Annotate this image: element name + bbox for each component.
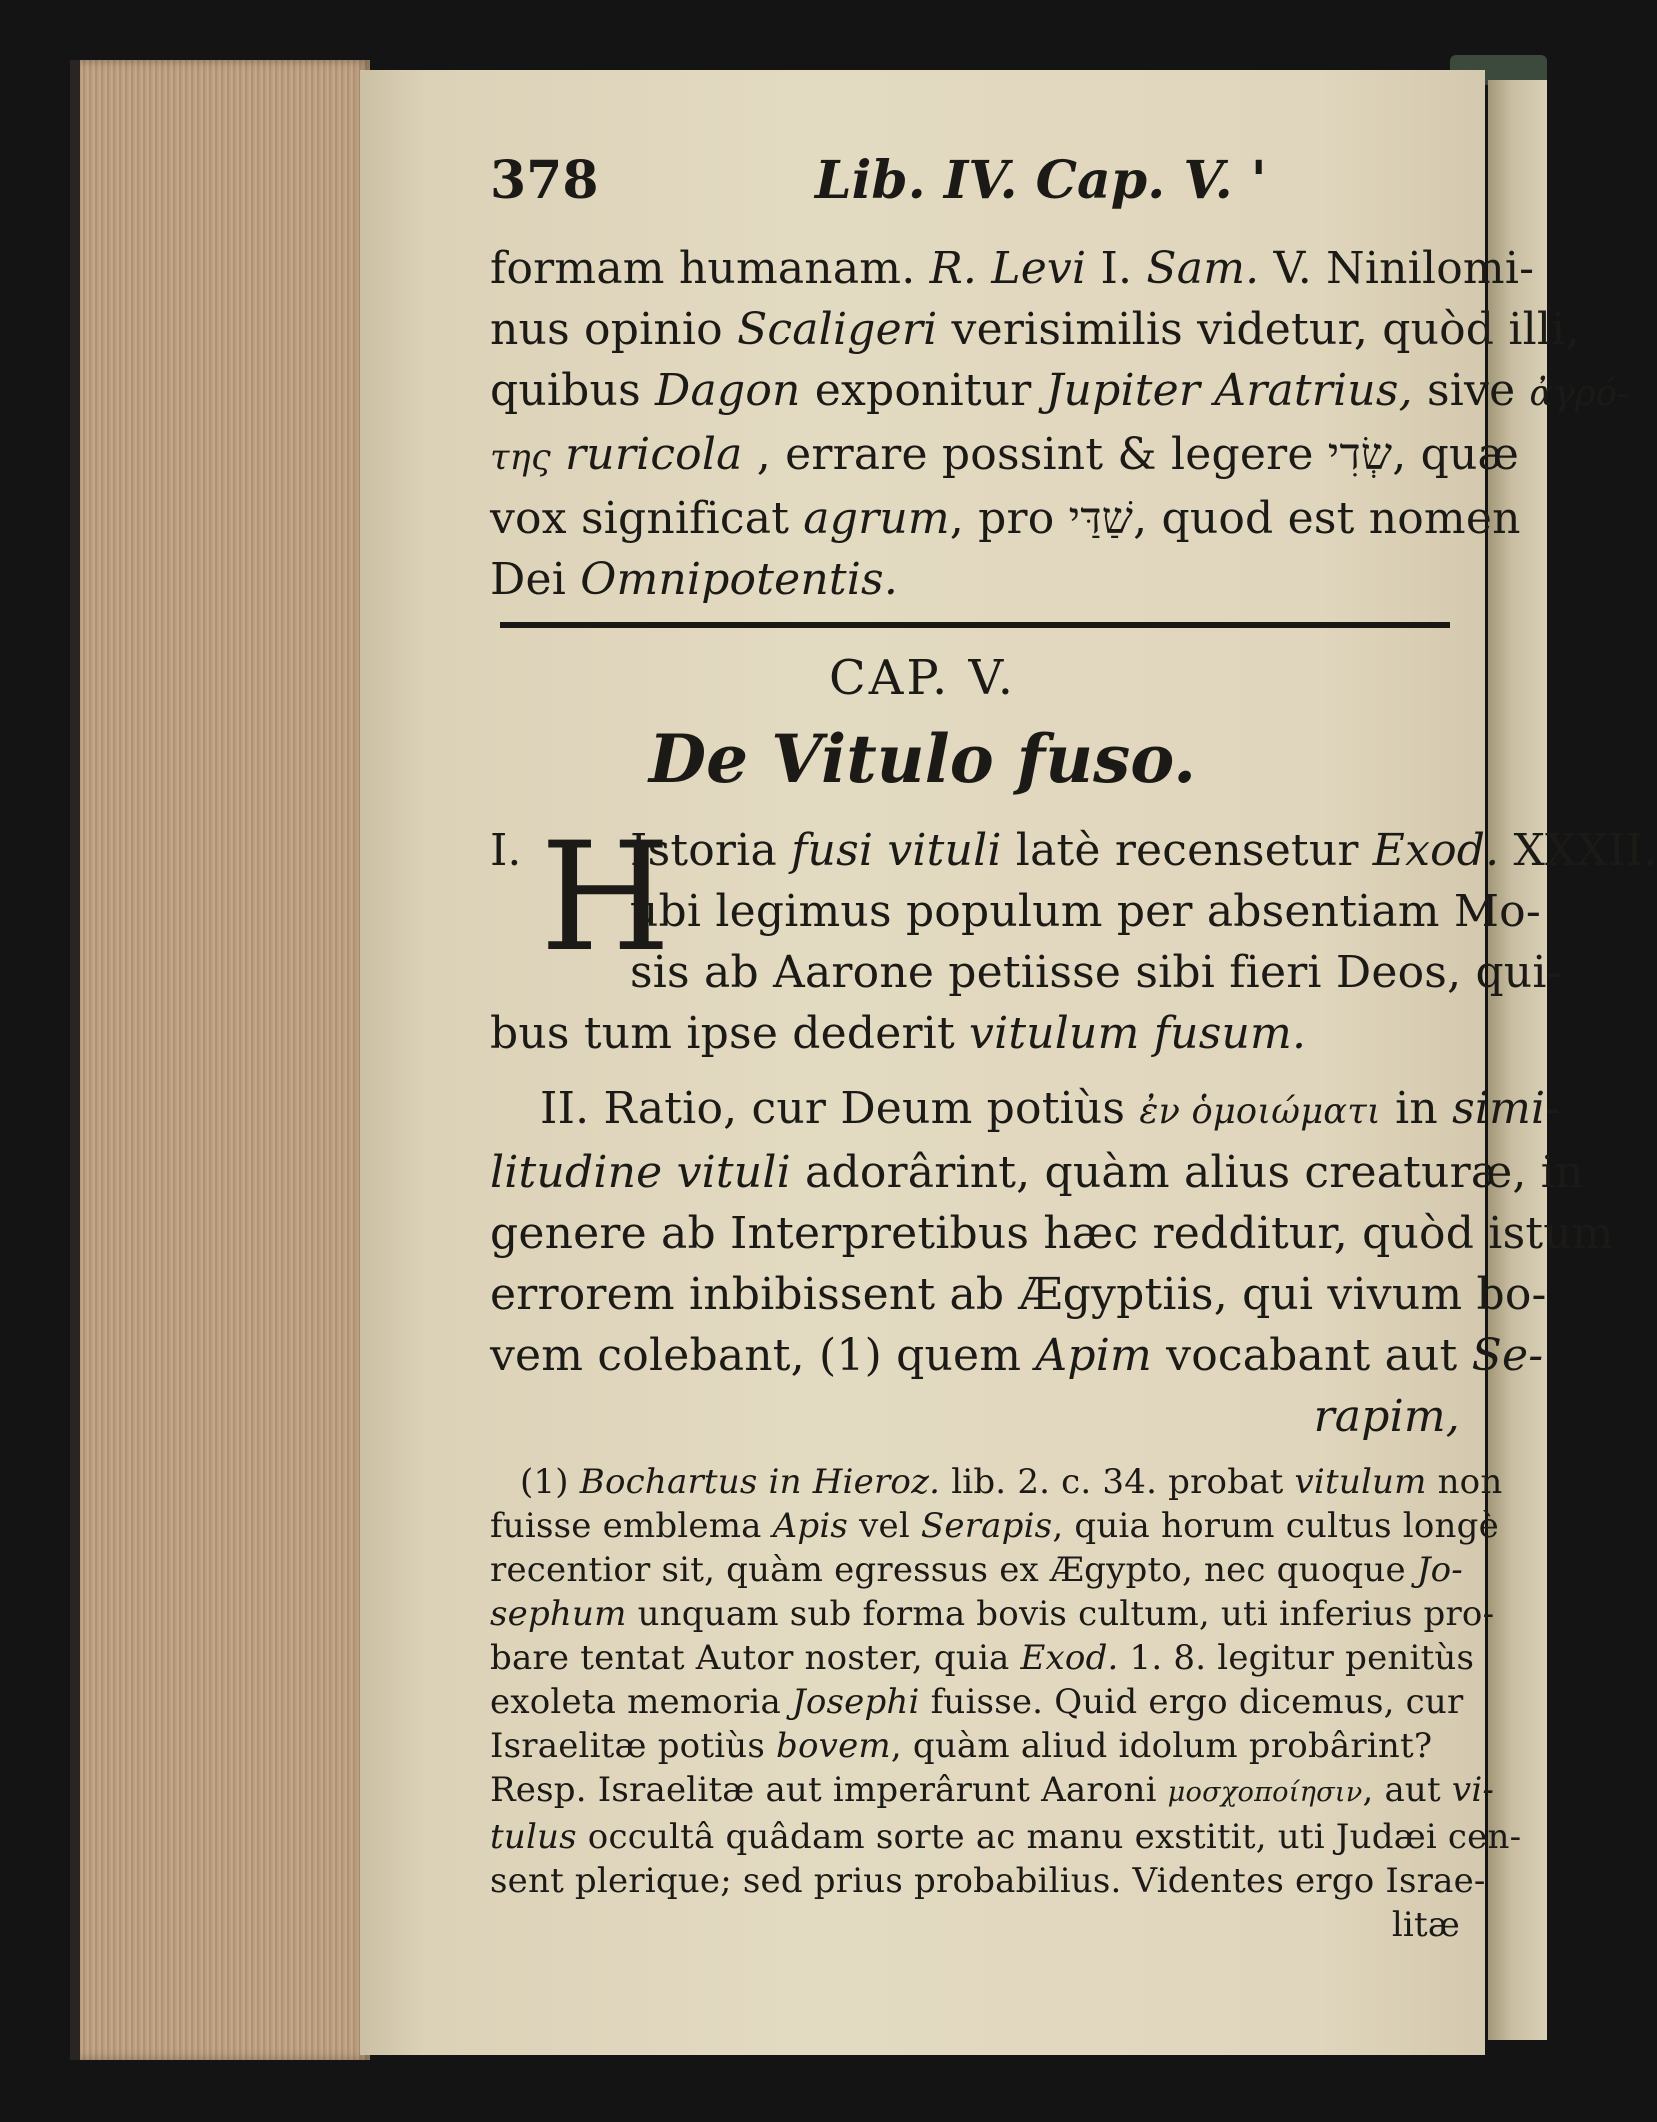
italic-text: Dagon [655,365,801,416]
italic-text: Exod. [1372,825,1500,876]
text-run: V. Ninilomi- [1259,243,1535,294]
footnote [490,1460,1522,1947]
italic-text: ruricola [565,429,743,480]
text-run: adorârint, quàm alius creaturæ, in [790,1147,1584,1198]
paragraph-1 [490,811,1657,1064]
greek-text: ἀγρό- [1529,373,1630,414]
text-run: bus tum ipse dederit [490,1008,970,1059]
italic-text: Scaligeri [737,304,938,355]
text-line [490,1815,1522,1859]
greek-text: ἐν ὁμοιώματι [1139,1091,1381,1132]
text-run: nus opinio [490,304,738,355]
text-run: quibus [490,365,656,416]
italic-text: fusi vituli [791,825,1002,876]
italic-text: bovem [776,1726,891,1766]
italic-text: Exod. [1020,1638,1119,1678]
text-run: fuisse emblema [490,1506,773,1546]
text-line [490,549,1470,610]
text-run: , quia horum cultus longè [1052,1506,1499,1546]
continuation-text [490,238,1630,610]
text-run: (1) [520,1462,580,1502]
running-head-title: Lib. IV. Cap. V. ' [815,150,1267,211]
greek-text: μοσχοποίησιν [1167,1777,1363,1808]
italic-text: litudine vituli [490,1147,791,1198]
text-line [490,1460,1503,1504]
text-line [490,1636,1475,1680]
paragraph-number: I. [490,825,522,876]
text-run: Dei [490,554,581,605]
italic-text: vi- [1451,1770,1495,1810]
italic-text: simi- [1452,1083,1561,1134]
text-line [490,360,1630,424]
text-run: genere ab Interpretibus hæc redditur, quòd istum [490,1208,1614,1259]
italic-text: vitulum [1294,1462,1427,1502]
italic-text: sephum [490,1594,627,1634]
text-run: sent plerique; sed prius probabilius. Videntes ergo Israe- [490,1861,1486,1901]
text-line [490,1724,1470,1768]
text-line [490,1203,1614,1264]
text-line [490,1142,1584,1203]
text-run: Resp. Israelitæ aut imperârunt Aaroni [490,1770,1168,1810]
text-line [490,1680,1470,1724]
text-run: I. [1086,243,1147,294]
chapter-title: CAP. V. [828,650,1016,706]
text-line [490,1078,1561,1142]
italic-text: Apis [772,1506,849,1546]
text-run: exoleta memoria [490,1682,792,1722]
italic-text: agrum [803,493,950,544]
italic-text: Sam. [1146,243,1260,294]
text-run: sive [1412,365,1530,416]
text-run: lib. 2. c. 34. probat [940,1462,1295,1502]
italic-text: Josephi [791,1682,920,1722]
text-run: unquam sub forma bovis cultum, uti inferius pro- [626,1594,1495,1634]
text-run: Istoria [630,825,792,876]
italic-text: Jupiter Aratrius, [1045,365,1413,416]
text-line [490,238,1535,299]
chapter-subtitle: De Vitulo fuso. [648,720,1197,798]
text-run: sis ab Aarone petiisse sibi fieri Deos, qui- [630,947,1562,998]
text-run: vox significat [490,493,804,544]
text-run: XXXII. [1499,825,1657,876]
text-line [490,1592,1495,1636]
text-line [490,1548,1470,1592]
text-run: II. Ratio, cur Deum potiùs [540,1083,1140,1134]
catchword: rapim, [1313,1391,1460,1442]
text-run: in [1380,1083,1453,1134]
text-run: fuisse. Quid ergo dicemus, cur [919,1682,1464,1722]
page-number: 378 [490,150,599,211]
text-run: , aut [1362,1770,1452,1810]
text-run: , pro שַׁדַּי, quod est nomen [949,493,1521,544]
text-line [490,424,1520,488]
text-run: errorem inbibissent ab Ægyptiis, qui vivum bo- [490,1269,1547,1320]
text-run: vel [848,1506,921,1546]
text-run: recentior sit, quàm egressus ex Ægypto, nec quoque [490,1550,1417,1590]
text-run: vocabant aut [1151,1330,1472,1381]
text-run: verisimilis videtur, quòd illi, [937,304,1580,355]
text-run: bare tentat Autor noster, quia [490,1638,1021,1678]
italic-text: R. Levi [929,243,1087,294]
italic-text: Se- [1471,1330,1544,1381]
text-line [490,1859,1486,1903]
text-run: formam humanam. [490,243,930,294]
text-run: 1. 8. legitur penitùs [1118,1638,1475,1678]
text-line [490,299,1580,360]
text-line [490,488,1521,549]
text-line [490,1768,1495,1815]
text-run: , errare possint & legere שְׂדִי, quæ [742,429,1520,480]
text-line [490,1264,1547,1325]
text-run: latè recensetur [1001,825,1373,876]
text-run: exponitur [800,365,1046,416]
running-head [490,150,1340,230]
book-page-edges [70,60,370,2060]
text-run [551,429,565,480]
text-run: non [1426,1462,1503,1502]
text-run: vem colebant, (1) quem [490,1330,1036,1381]
book-page [360,70,1657,2055]
text-run: occultâ quâdam sorte ac manu exstitit, uti Judæi cen- [576,1817,1522,1857]
italic-text: Omnipotentis. [580,554,899,605]
text-run: Israelitæ potiùs [490,1726,777,1766]
paragraph-2 [490,1078,1614,1447]
text-line [490,1504,1499,1548]
footnote-catchword: litæ [1391,1905,1460,1945]
chapter-rule [500,622,1450,628]
italic-text: Serapis [920,1506,1053,1546]
italic-text: Apim [1035,1330,1152,1381]
text-line [490,1003,1470,1064]
italic-text: vitulum fusum. [969,1008,1307,1059]
drop-capital: H [540,811,671,985]
text-run: , quàm aliud idolum probârint? [890,1726,1433,1766]
italic-text: Jo- [1416,1550,1464,1590]
italic-text: Bochartus in Hieroz. [579,1462,941,1502]
text-line [490,1325,1544,1386]
text-run: ubi legimus populum per absentiam Mo- [630,886,1541,937]
italic-text: tulus [490,1817,577,1857]
greek-text: της [490,437,551,478]
